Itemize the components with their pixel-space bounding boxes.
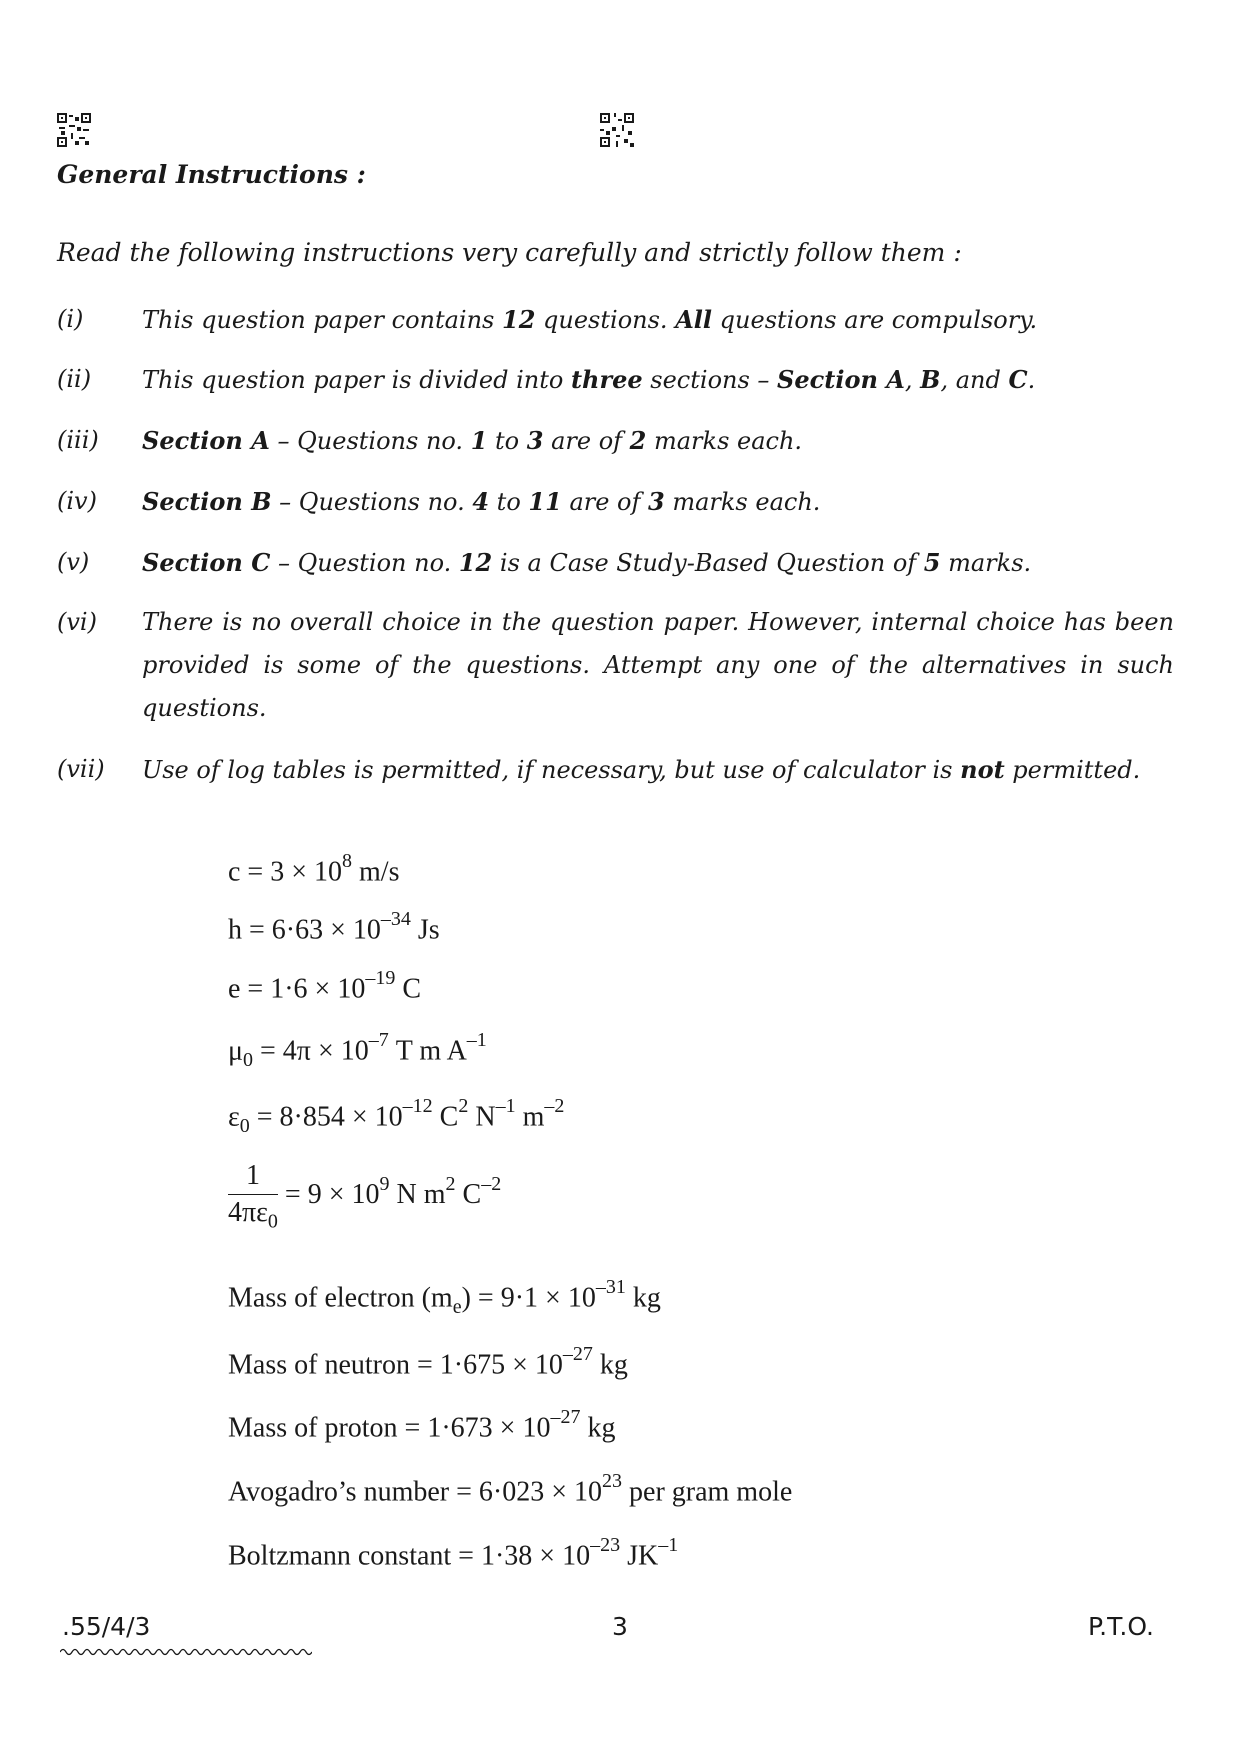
- instruction-item: [57, 480, 1174, 524]
- instruction-item: [57, 298, 1174, 342]
- wavy-underline-icon: [60, 1646, 312, 1658]
- constant-coulomb: $\frac{1}{4\pi\varepsilon_0}$ = $9 \times 10^9$ N $m^2$ $C^{-2}$: [228, 1160, 502, 1233]
- instruction-item: [57, 541, 1174, 585]
- instruction-text: This question paper is divided into three sections – Section A, B, and C.: [142, 365, 1036, 394]
- constant-permeability: $\mu_0 = 4\pi \times 10^{-7}$ T m $A^{-1}$: [228, 1029, 487, 1071]
- instruction-item: [57, 601, 1174, 730]
- qr-code-icon-center: [600, 113, 634, 147]
- constant-avogadro: Avogadro’s number = $6\cdot 023 \times 10^{23}$ per gram mole: [228, 1470, 793, 1508]
- instruction-text: Section A – Questions no. 1 to 3 are of 2 marks each.: [142, 426, 803, 455]
- instruction-number: (vii): [57, 755, 105, 783]
- instruction-number: (iii): [57, 426, 99, 454]
- instruction-text: This question paper contains 12 questions. All questions are compulsory.: [142, 305, 1038, 334]
- instruction-number: (iv): [57, 487, 97, 515]
- instruction-item: [57, 419, 1174, 463]
- constant-electron-mass: Mass of electron $(m_e) = 9\cdot 1 \times 10^{-31}$ kg: [228, 1276, 661, 1318]
- instruction-number: (i): [57, 305, 84, 333]
- paper-code: .55/4/3: [62, 1612, 151, 1641]
- constant-electron-charge: $e = 1\cdot 6 \times 10^{-19}$ C: [228, 967, 422, 1005]
- constant-planck: $h = 6\cdot 63 \times 10^{-34}$ Js: [228, 908, 440, 946]
- instruction-text: Section B – Questions no. 4 to 11 are of 3 marks each.: [142, 487, 821, 516]
- constant-permittivity: $\varepsilon_0 = 8\cdot 854 \times 10^{-12}$ $C^2$ $N^{-1}$ $m^{-2}$: [228, 1095, 565, 1137]
- page-number: 3: [612, 1612, 628, 1641]
- constant-boltzmann: Boltzmann constant = $1\cdot 38 \times 10^{-23}$ $JK^{-1}$: [228, 1534, 679, 1572]
- instruction-number: (v): [57, 548, 90, 576]
- instruction-number: (vi): [57, 608, 97, 636]
- constant-speed-of-light: $c = 3 \times 10^8$ m/s: [228, 850, 400, 888]
- instructions-intro: Read the following instructions very carefully and strictly follow them :: [57, 238, 962, 267]
- instruction-text: There is no overall choice in the question paper. However, internal choice has been provided is some of the questions. Attempt any one of the alternatives in such questions.: [142, 608, 1174, 722]
- fraction: $\frac{1}{4\pi\varepsilon_0}$: [228, 1160, 278, 1233]
- qr-code-icon-left: [57, 113, 91, 147]
- instruction-item: [57, 358, 1174, 402]
- constant-neutron-mass: Mass of neutron = $1\cdot 675 \times 10^{-27}$ kg: [228, 1343, 628, 1381]
- constant-proton-mass: Mass of proton = $1\cdot 673 \times 10^{-27}$ kg: [228, 1406, 616, 1444]
- instruction-number: (ii): [57, 365, 92, 393]
- page-title: General Instructions :: [57, 160, 366, 189]
- instruction-text: Use of log tables is permitted, if necessary, but use of calculator is not permitted.: [142, 755, 1141, 784]
- pto-label: P.T.O.: [1088, 1612, 1154, 1641]
- instruction-item: [57, 748, 1174, 792]
- instruction-text: Section C – Question no. 12 is a Case Study-Based Question of 5 marks.: [142, 548, 1032, 577]
